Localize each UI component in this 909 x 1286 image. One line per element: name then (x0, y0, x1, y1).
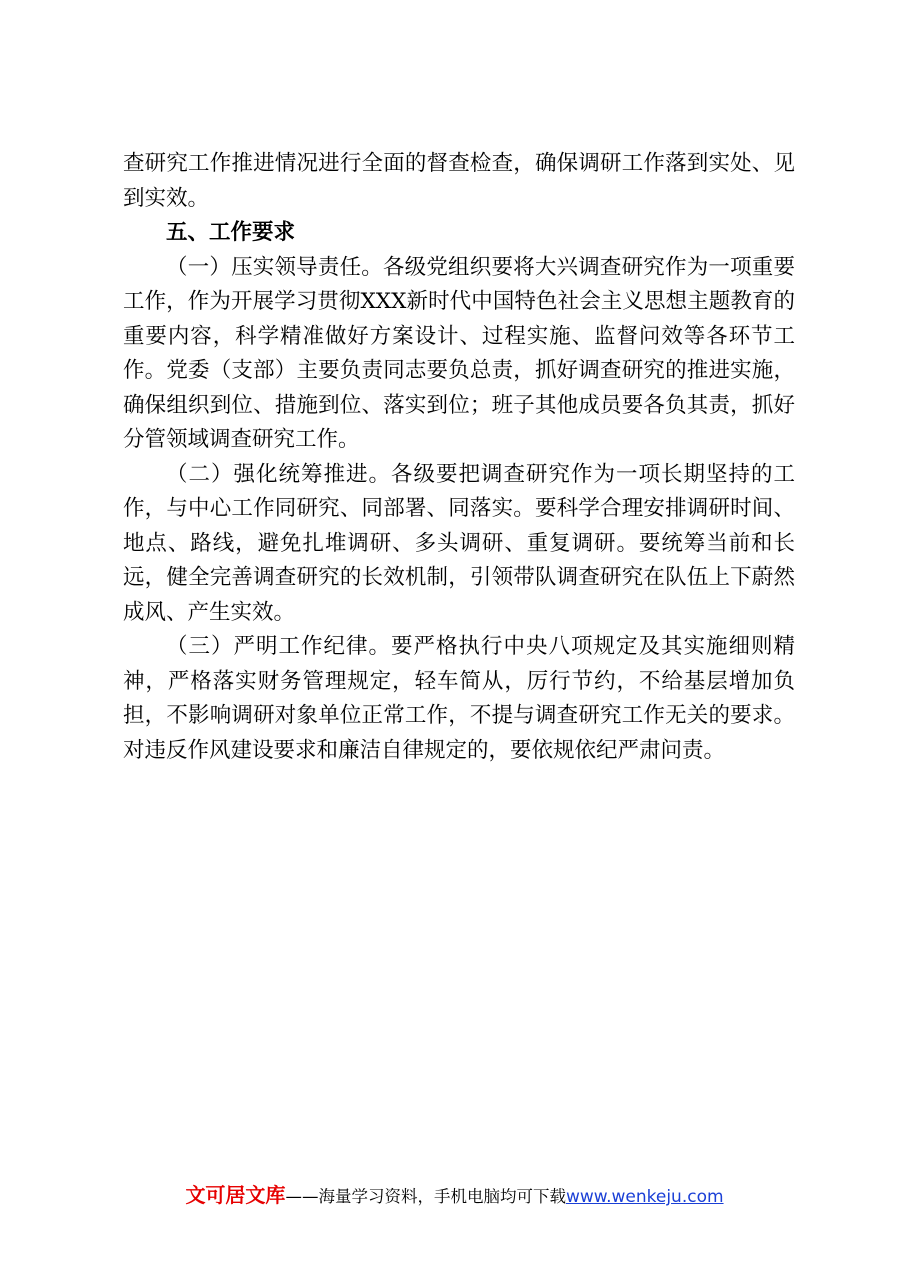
requirement-paragraph-2: （二）强化统筹推进。各级要把调查研究作为一项长期坚持的工作，与中心工作同研究、同部署、同落实。要科学合理安排调研时间、地点、路线，避免扎堆调研、多头调研、重复调研。要统筹当前和长远，健全完善调查研究的长效机制，引领带队调查研究在队伍上下蔚然成风、产生实效。 (123, 461, 795, 625)
continuation-paragraph: 查研究工作推进情况进行全面的督查检查，确保调研工作落到实处、见到实效。 (123, 151, 795, 211)
section-heading: 五、工作要求 (166, 220, 296, 245)
document-body (123, 147, 795, 768)
requirement-paragraph-3: （三）严明工作纪律。要严格执行中央八项规定及其实施细则精神，严格落实财务管理规定，轻车简从，厉行节约，不给基层增加负担，不影响调研对象单位正常工作，不提与调查研究工作无关的要求。对违反作风建设要求和廉洁自律规定的，要依规依纪严肃问责。 (123, 634, 795, 763)
requirement-paragraph-1: （一）压实领导责任。各级党组织要将大兴调查研究作为一项重要工作，作为开展学习贯彻XXX新时代中国特色社会主义思想主题教育的重要内容，科学精准做好方案设计、过程实施、监督问效等各环节工作。党委（支部）主要负责同志要负总责，抓好调查研究的推进实施，确保组织到位、措施到位、落实到位；班子其他成员要各负其责，抓好分管领域调查研究工作。 (123, 254, 795, 452)
footer-slogan: ——海量学习资料，手机电脑均可下载 (285, 1187, 566, 1206)
footer-brand: 文可居文库 (185, 1183, 286, 1207)
footer-website-link[interactable]: www.wenkeju.com (565, 1187, 724, 1207)
footer-banner (0, 1182, 909, 1210)
